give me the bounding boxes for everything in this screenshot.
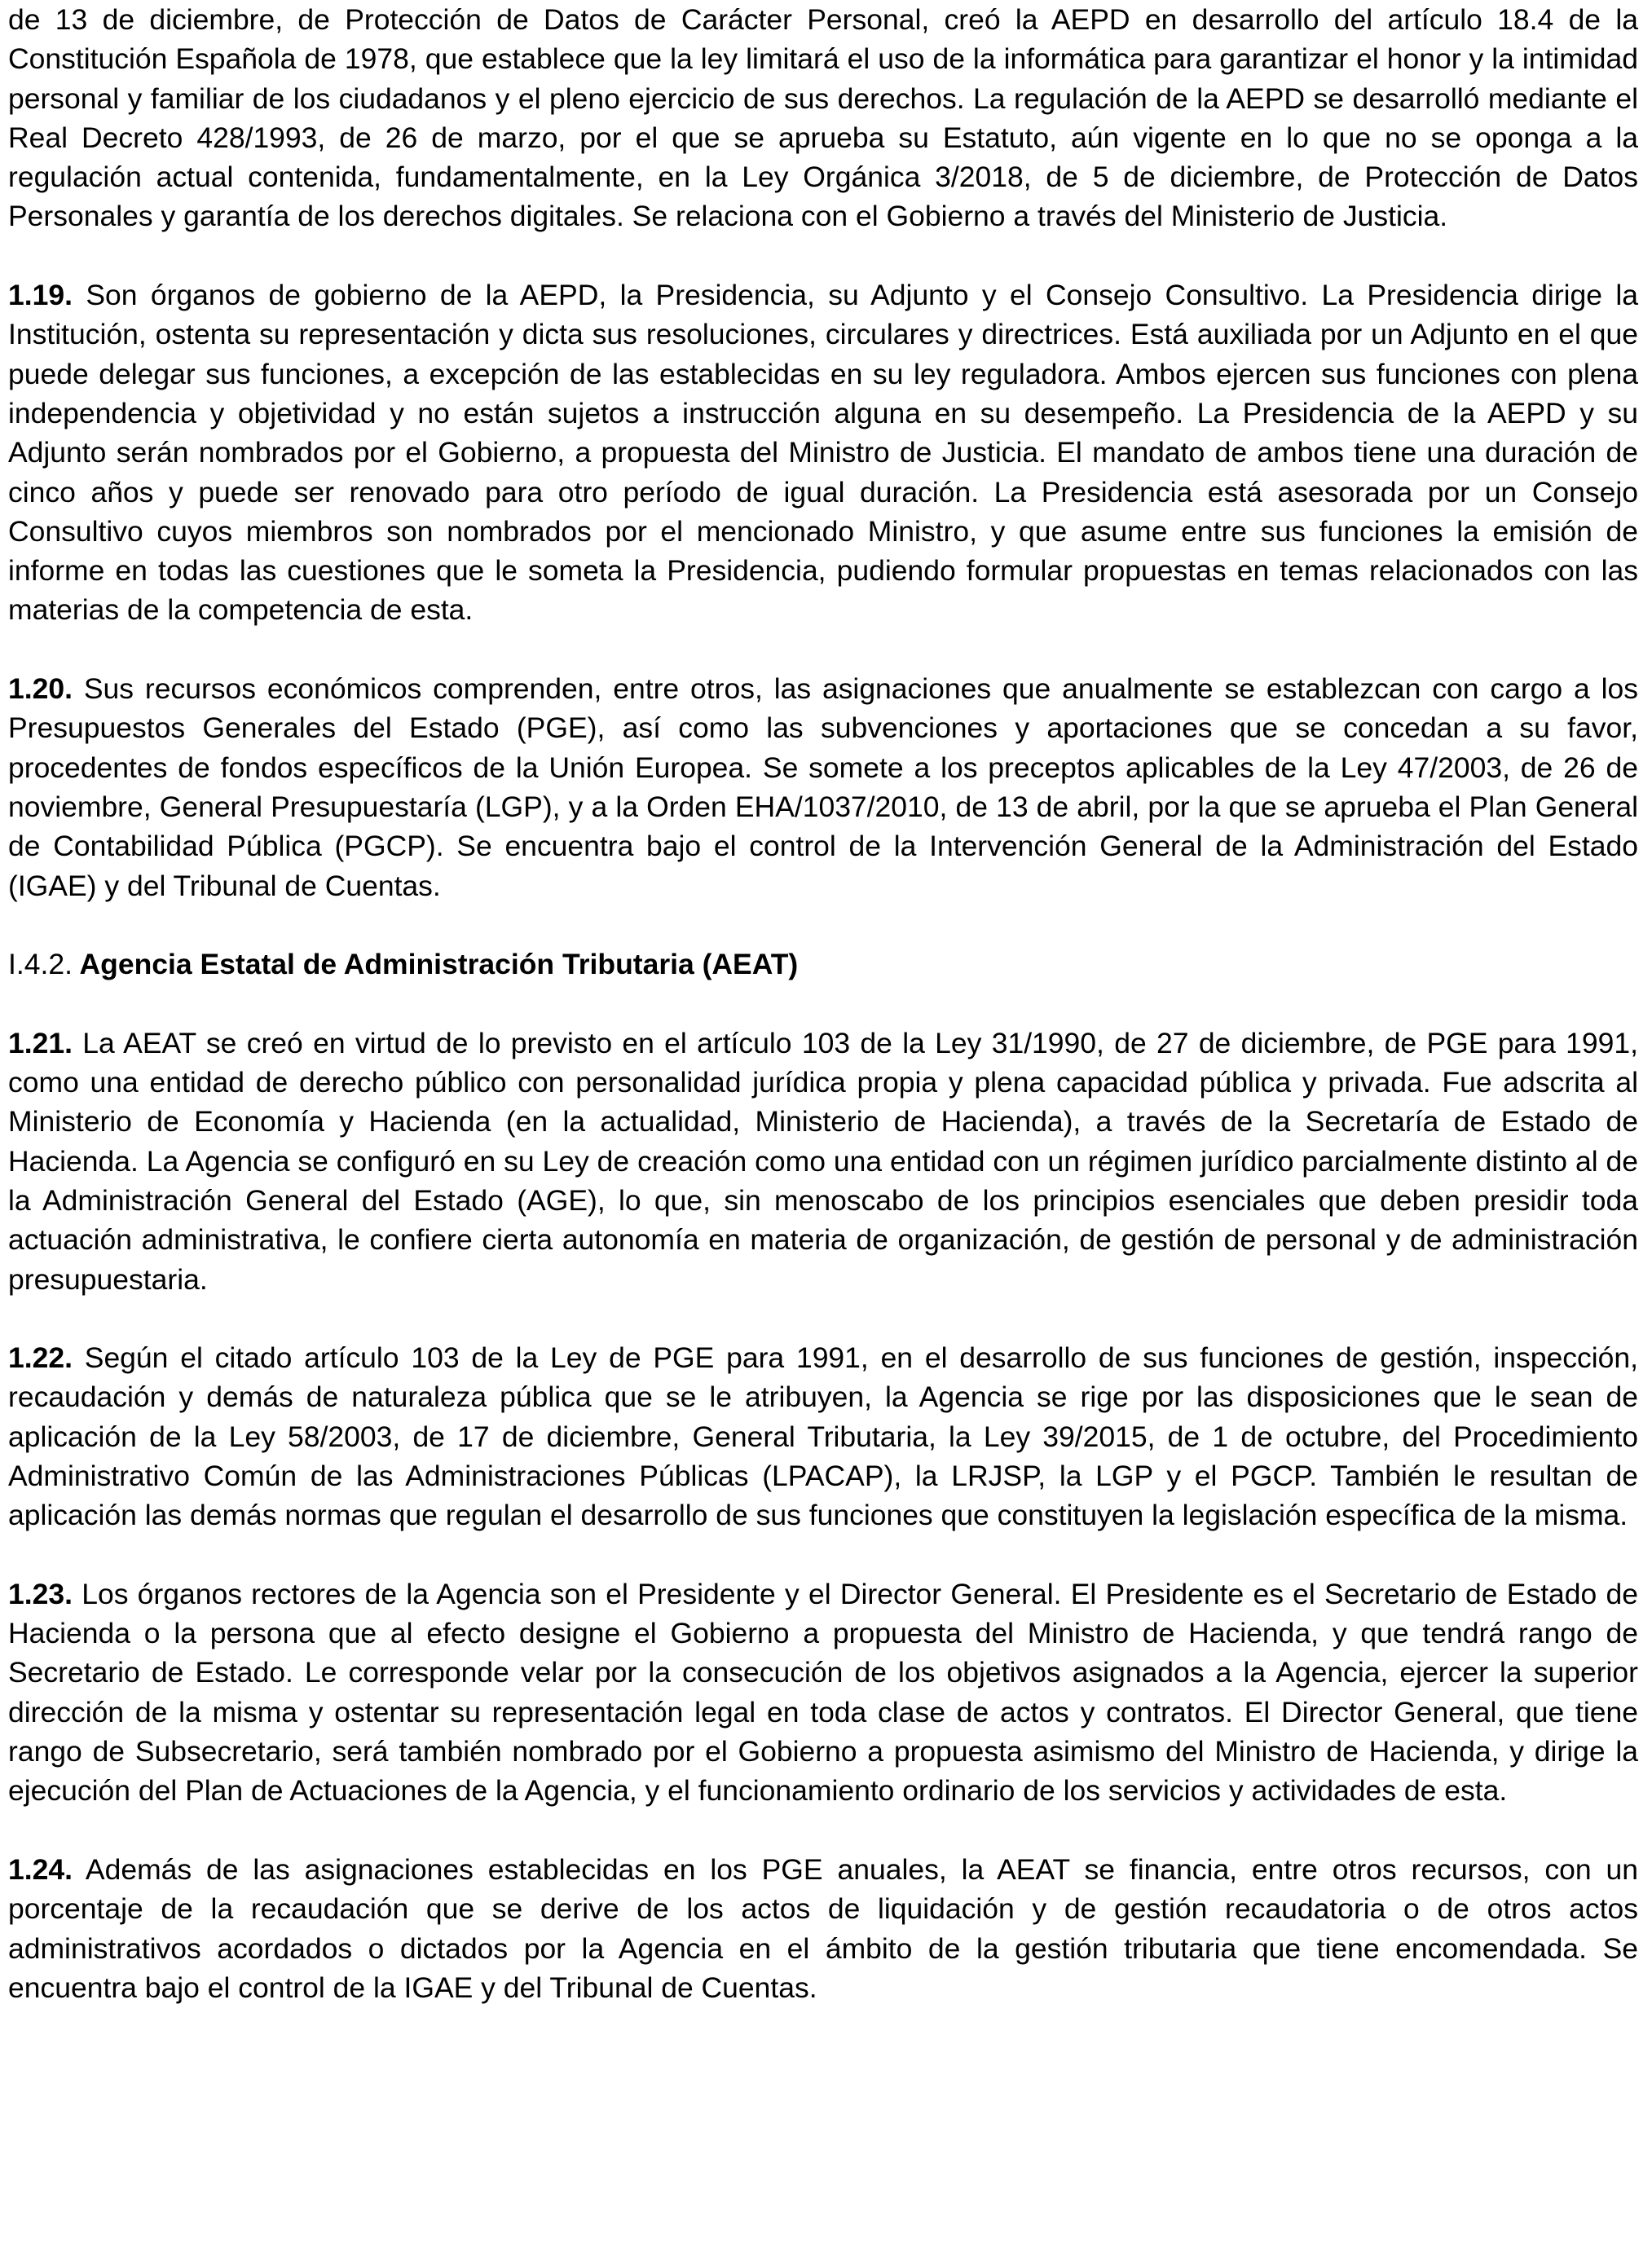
paragraph-text: Los órganos rectores de la Agencia son el Presidente y el Director General. El Presidente es el Secretario de Estado de Hacienda o la persona que al efecto designe el Gobierno a propuesta del Ministro de Hacienda, y que tendrá rango de Secretario de Estado. Le corresponde velar por la consecución de los objetivos asignados a la Agencia, ejercer la superior dirección de la misma y ostentar su representación legal en toda clase de actos y contratos. El Director General, que tiene rango de Subsecretario, será también nombrado por el Gobierno a propuesta asimismo del Ministro de Hacienda, y dirige la ejecución del Plan de Actuaciones de la Agencia, y el funcionamiento ordinario de los servicios y actividades de esta. [8,1577,1638,1808]
paragraph-1-21 [8,1024,1638,1299]
paragraph-1-22 [8,1338,1638,1535]
paragraph-text: de 13 de diciembre, de Protección de Datos de Carácter Personal, creó la AEPD en desarrollo del artículo 18.4 de la Constitución Española de 1978, que establece que la ley limitará el uso de la informática para garantizar el honor y la intimidad personal y familiar de los ciudadanos y el pleno ejercicio de sus derechos. La regulación de la AEPD se desarrolló mediante el Real Decreto 428/1993, de 26 de marzo, por el que se aprueba su Estatuto, aún vigente en lo que no se oponga a la regulación actual contenida, fundamentalmente, en la Ley Orgánica 3/2018, de 5 de diciembre, de Protección de Datos Personales y garantía de los derechos digitales. Se relaciona con el Gobierno a través del Ministerio de Justicia. [8,3,1638,233]
paragraph-text: La AEAT se creó en virtud de lo previsto en el artículo 103 de la Ley 31/1990, de 27 de diciembre, de PGE para 1991, como una entidad de derecho público con personalidad jurídica propia y plena capacidad pública y privada. Fue adscrita al Ministerio de Economía y Hacienda (en la actualidad, Ministerio de Hacienda), a través de la Secretaría de Estado de Hacienda. La Agencia se configuró en su Ley de creación como una entidad con un régimen jurídico parcialmente distinto al de la Administración General del Estado (AGE), lo que, sin menoscabo de los principios esenciales que deben presidir toda actuación administrativa, le confiere cierta autonomía en materia de organización, de gestión de personal y de administración presupuestaria. [8,1026,1638,1296]
paragraph-gap [8,905,1638,945]
section-heading [8,945,1638,984]
paragraph-number: 1.21. [8,1026,73,1059]
paragraph-number: 1.19. [8,279,73,312]
paragraph-1-23 [8,1574,1638,1811]
paragraph-1-20 [8,669,1638,905]
paragraph-number: 1.23. [8,1577,73,1610]
paragraph-1-24 [8,1850,1638,2007]
paragraph-text: Según el citado artículo 103 de la Ley de PGE para 1991, en el desarrollo de sus funciones de gestión, inspección, recaudación y demás de naturaleza pública que se le atribuyen, la Agencia se rige por las disposiciones que le sean de aplicación de la Ley 58/2003, de 17 de diciembre, General Tributaria, la Ley 39/2015, de 1 de octubre, del Procedimiento Administrativo Común de las Administraciones Públicas (LPACAP), la LRJSP, la LGP y el PGCP. También le resultan de aplicación las demás normas que regulan el desarrollo de sus funciones que constituyen la legislación específica de la misma. [8,1341,1638,1532]
paragraph-number: 1.22. [8,1341,73,1375]
paragraph-gap [8,1811,1638,1850]
paragraph-gap [8,984,1638,1023]
paragraph-text: Son órganos de gobierno de la AEPD, la Presidencia, su Adjunto y el Consejo Consultivo. La Presidencia dirige la Institución, ostenta su representación y dicta sus resoluciones, circulares y directrices. Está auxiliada por un Adjunto en el que puede delegar sus funciones, a excepción de las establecidas en su ley reguladora. Ambos ejercen sus funciones con plena independencia y objetividad y no están sujetos a instrucción alguna en su desempeño. La Presidencia de la AEPD y su Adjunto serán nombrados por el Gobierno, a propuesta del Ministro de Justicia. El mandato de ambos tiene una duración de cinco años y puede ser renovado para otro período de igual duración. La Presidencia está asesorada por un Consejo Consultivo cuyos miembros son nombrados por el mencionado Ministro, y que asume entre sus funciones la emisión de informe en todas las cuestiones que le someta la Presidencia, pudiendo formular propuestas en temas relacionados con las materias de la competencia de esta. [8,279,1638,627]
paragraph-number: 1.20. [8,672,73,706]
paragraph-text: Además de las asignaciones establecidas en los PGE anuales, la AEAT se financia, entre otros recursos, con un porcentaje de la recaudación que se derive de los actos de liquidación y de gestión recaudatoria o de otros actos administrativos acordados o dictados por la Agencia en el ámbito de la gestión tributaria que tiene encomendada. Se encuentra bajo el control de la IGAE y del Tribunal de Cuentas. [8,1852,1639,2004]
paragraph-text: Sus recursos económicos comprenden, entre otros, las asignaciones que anualmente se establezcan con cargo a los Presupuestos Generales del Estado (PGE), así como las subvenciones y aportaciones que se concedan a su favor, procedentes de fondos específicos de la Unión Europea. Se somete a los preceptos aplicables de la Ley 47/2003, de 26 de noviembre, General Presupuestaría (LGP), y a la Orden EHA/1037/2010, de 13 de abril, por la que se aprueba el Plan General de Contabilidad Pública (PGCP). Se encuentra bajo el control de la Intervención General de la Administración del Estado (IGAE) y del Tribunal de Cuentas. [8,672,1638,902]
paragraph-gap [8,1535,1638,1574]
paragraph-aepd-intro [8,0,1638,236]
paragraph-number: 1.24. [8,1852,73,1886]
section-title: Agencia Estatal de Administración Tributaria (AEAT) [79,948,799,981]
paragraph-gap [8,1299,1638,1338]
paragraph-gap [8,630,1638,669]
paragraph-1-19 [8,275,1638,630]
document-page [8,0,1638,2007]
paragraph-gap [8,236,1638,275]
section-number: I.4.2. [8,948,73,981]
